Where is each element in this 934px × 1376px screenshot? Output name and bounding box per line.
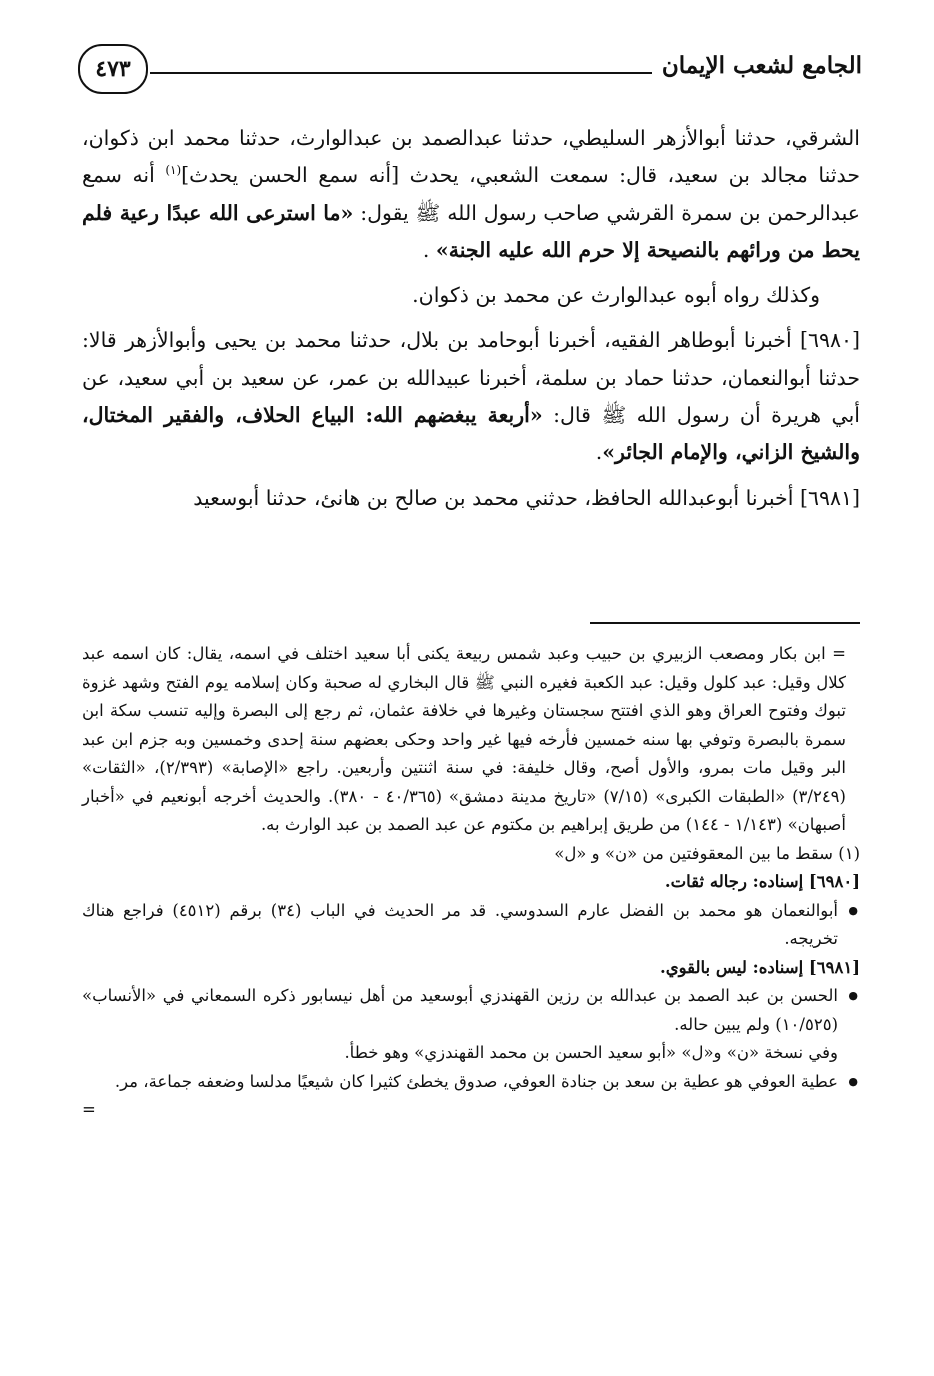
- p1-text-d: .: [422, 237, 436, 262]
- p3-text-a: [٦٩٨٠] أخبرنا أبوطاهر الفقيه، أخبرنا أبوحامد بن بلال، حدثنا محمد بن يحيى وأبوالأزهر قالا: حدثنا أبوالنعمان، حدثنا حماد بن سلمة، أخبرنا عبيدالله بن عمر، عن سعيد بن أبي سعيد، عن أبي هريرة أن رسول الله ﷺ قال:: [82, 328, 860, 428]
- paragraph-1: [82, 120, 860, 269]
- main-text: [82, 120, 860, 525]
- footnote-marker-1: (١): [165, 163, 182, 178]
- paragraph-4: [٦٩٨١] أخبرنا أبوعبدالله الحافظ، حدثني محمد بن صالح بن هانئ، حدثنا أبوسعيد: [193, 485, 860, 510]
- p3-text-c: .: [595, 440, 603, 465]
- p1-text-b: أنه سمع عبدالرحمن بن سمرة القرشي صاحب رسول الله ﷺ يقول:: [82, 163, 861, 225]
- hadith-text-2: «أربعة يبغضهم الله: البياع الحلاف، والفقير المختال، والشيخ الزاني، والإمام الجائر»: [82, 403, 860, 465]
- footnotes: [82, 640, 860, 1125]
- paragraph-3: [82, 322, 860, 471]
- note-bullet-3: ● عطية العوفي هو عطية بن سعد بن جنادة العوفي، صدوق يخطئ كثيرا كان شيعيًا مدلسا وضعفه جماعة، مر.: [82, 1068, 860, 1097]
- note-bullet-1: ● أبوالنعمان هو محمد بن الفضل عارم السدوسي. قد مر الحديث في الباب (٣٤) برقم (٤٥١٢) فراجع هناك تخريجه.: [82, 897, 860, 954]
- hadith-text-1: «ما استرعى الله عبدًا رعية فلم يحط من ورائهم بالنصيحة إلا حرم الله عليه الجنة»: [82, 200, 860, 262]
- p1-text-a: الشرقي، حدثنا أبوالأزهر السليطي، حدثنا عبدالصمد بن عبدالوارث، حدثنا محمد ابن ذكوان، حدثنا مجالد بن سعيد، قال: سمعت الشعبي، يحدث [أنه سمع الحسن يحدث]: [82, 126, 860, 188]
- footnote-continuation: = ابن بكار ومصعب الزبيري بن حبيب وعبد شمس ربيعة يكنى أبا سعيد اختلف في اسمه، يقال: كان اسمه عبد كلال وقيل: عبد كلول وقيل: عبد الكعبة فغيره النبي ﷺ قال البخاري له صحبة وكان إسلامه يوم الفتح وشهد غزوة تبوك وفتوح العراق وهو الذي افتتح سجستان وغيرها في خلافة عثمان، ثم رجع إلى البصرة وإليه تنسب سكة ابن سمرة بالبصرة وتوفي بها سنه خمسين فأرخه فيها غير واحد وحكى بعضهم سنة إحدى وخمسين وبه جزم ابن عبد البر وقيل مات بمرو، والأول أصح، وقال خليفة: في سنة اثنتين وأربعين. راجع «الإصابة» (٢/٣٩٣)، «الثقات» (٣/٢٤٩) «الطبقات الكبرى» (٧/١٥) «تاريخ مدينة دمشق» (٤٠/٣٦٥ - ٣٨٠). والحديث أخرجه أبونعيم في «أخبار أصبهان» (١/١٤٣ - ١٤٤) من طريق إبراهيم بن مكتوم عن عبد الصمد بن عبد الوارث به.: [82, 644, 846, 834]
- note-sub-line: وفي نسخة «ن» و«ل» «أبو سعيد الحسن بن محمد القهندزي» وهو خطأ.: [344, 1043, 838, 1062]
- page-header: [78, 44, 862, 102]
- running-title: الجامع لشعب الإيمان: [661, 52, 862, 79]
- continuation-mark: =: [82, 1100, 96, 1119]
- footnote-separator: [590, 622, 860, 624]
- paragraph-2: وكذلك رواه أبوه عبدالوارث عن محمد بن ذكوان.: [412, 283, 820, 308]
- header-rule: [150, 72, 652, 74]
- isnad-heading-6981: [٦٩٨١] إسناده: ليس بالقوي.: [659, 957, 860, 977]
- note-bullet-2: ● الحسن بن عبد الصمد بن عبدالله بن رزين القهندزي أبوسعيد من أهل نيسابور ذكره السمعاني في «الأنساب» (١٠/٥٢٥) ولم يبين حاله.: [82, 982, 860, 1039]
- isnad-heading-6980: [٦٩٨٠] إسناده: رجاله ثقات.: [664, 872, 860, 891]
- footnote-1: (١) سقط ما بين المعقوفتين من «ن» و «ل»: [554, 843, 860, 863]
- page-number: ٤٧٣: [78, 44, 148, 94]
